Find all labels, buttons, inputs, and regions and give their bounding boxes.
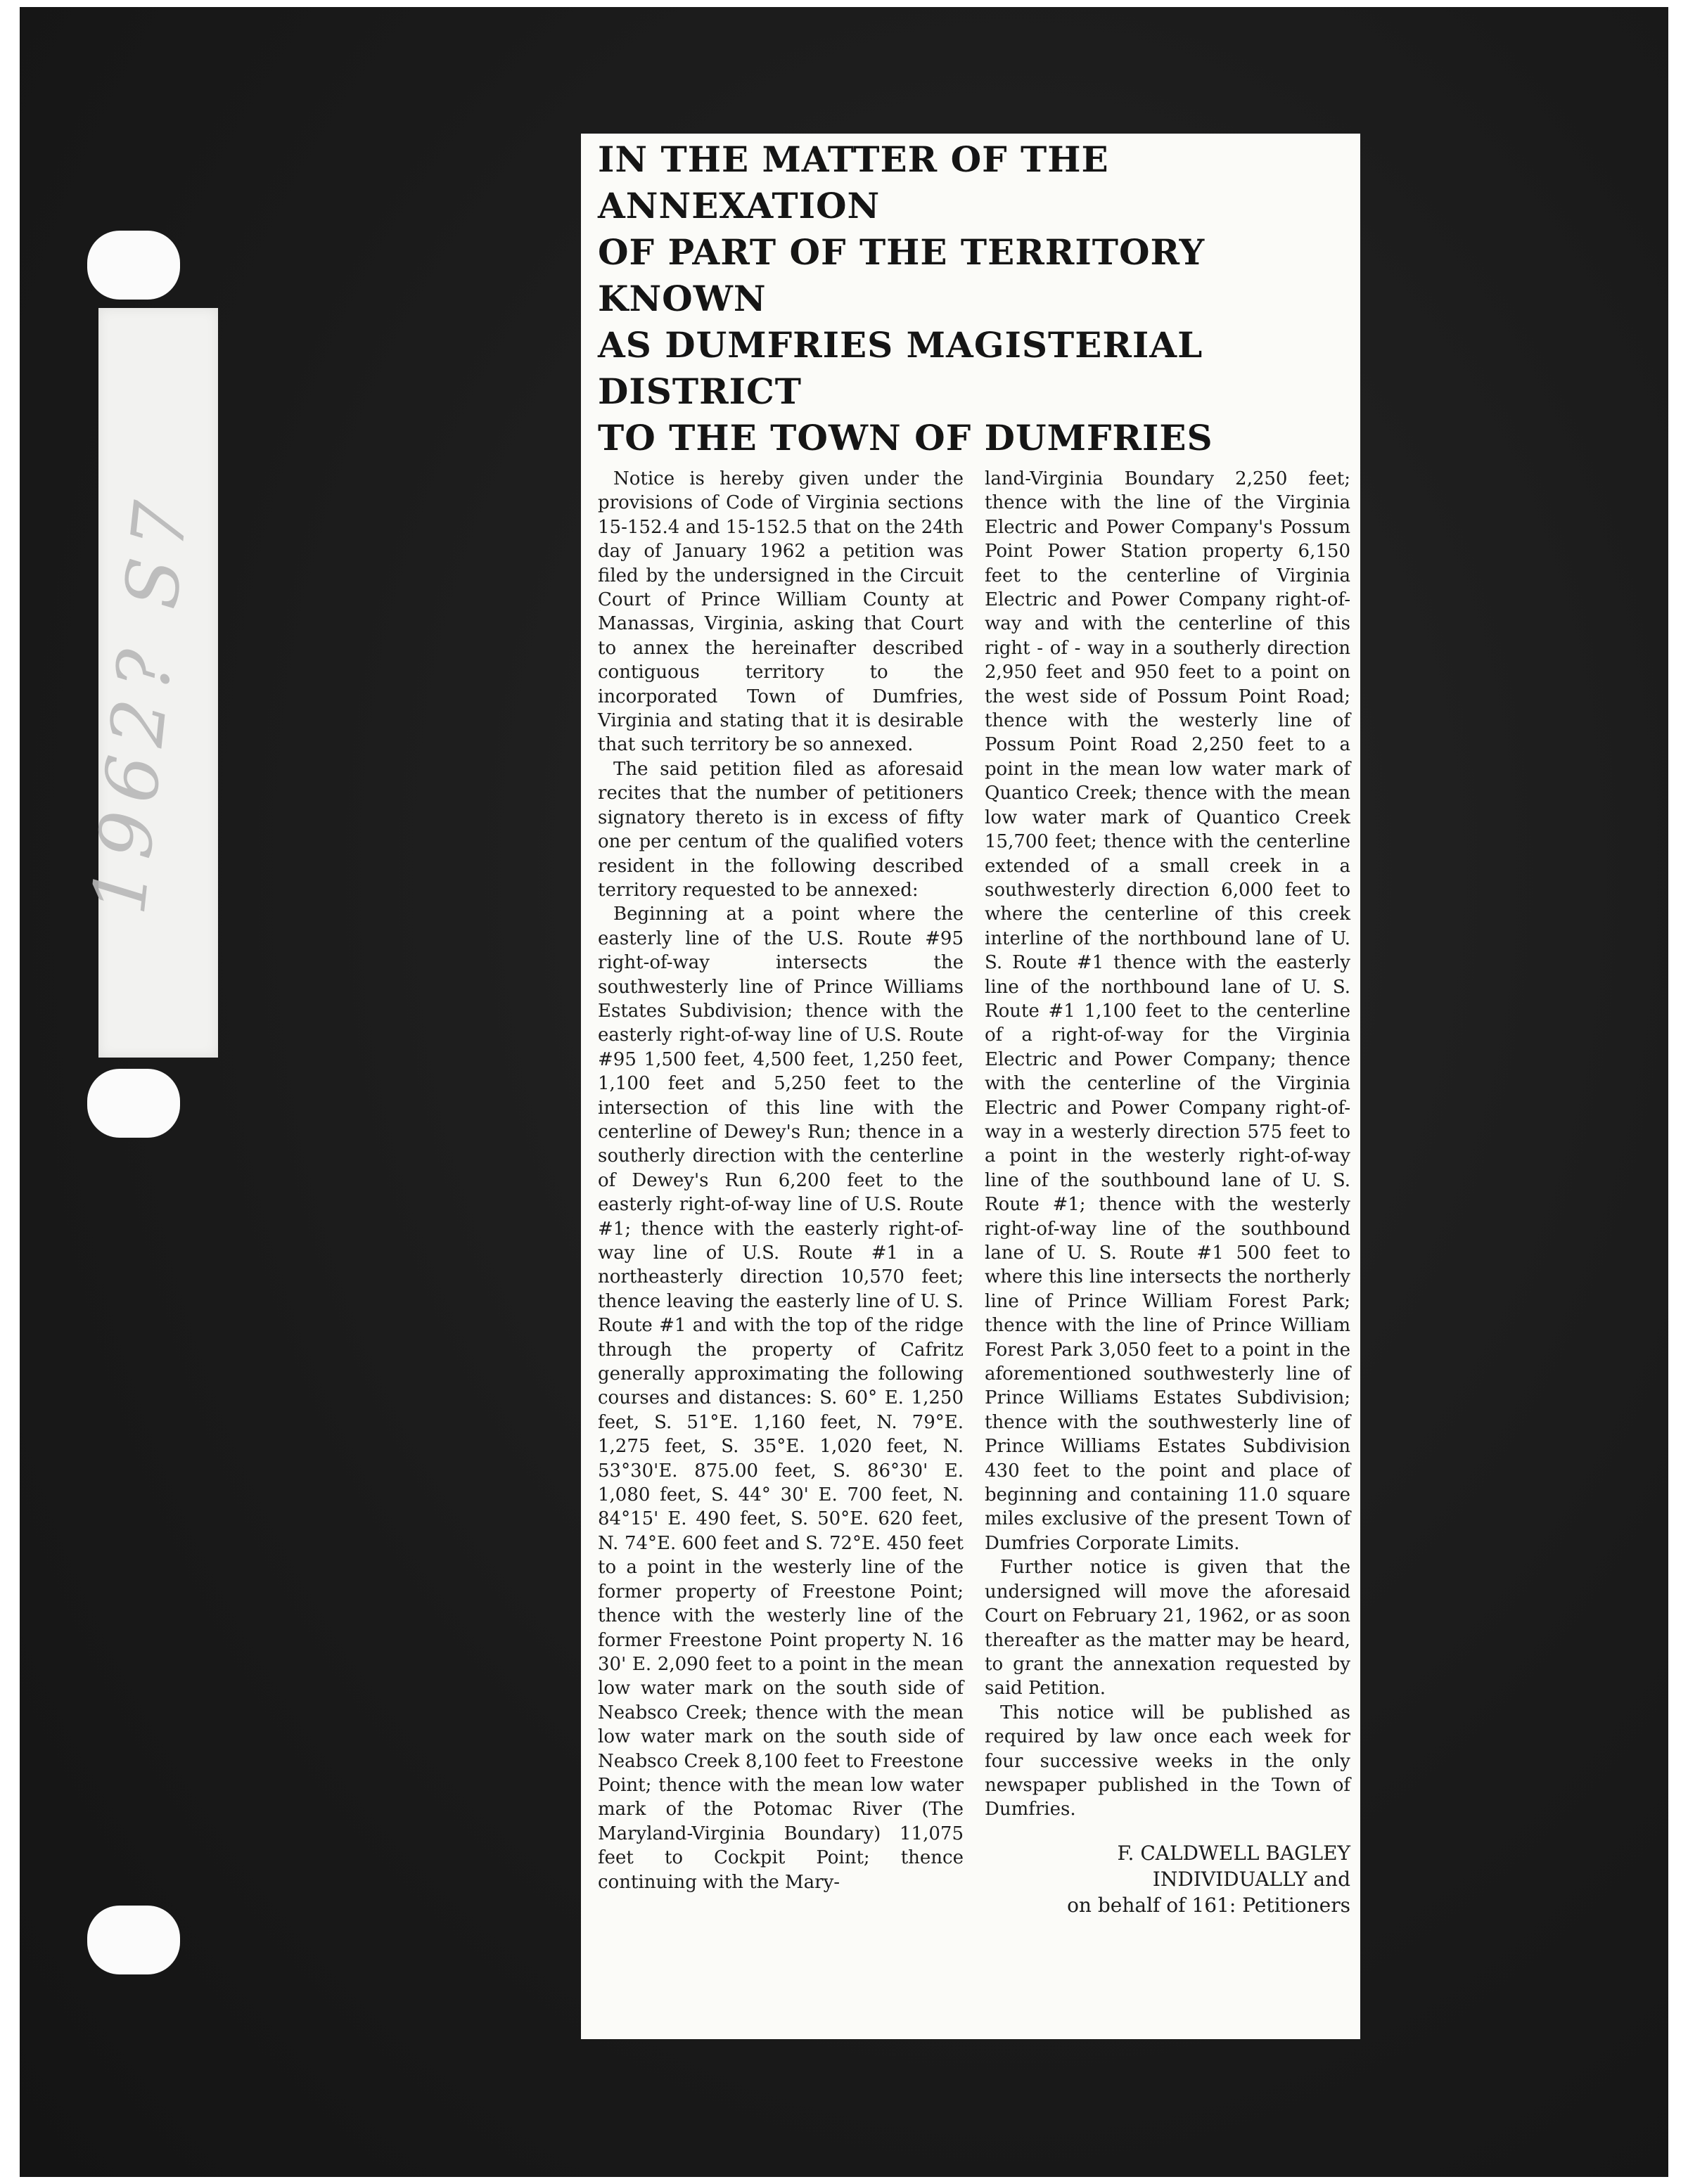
notice-headline: IN THE MATTER OF THE ANNEXATION OF PART OF THE TERRITORY KNOWN AS DUMFRIES MAGISTERIAL DISTRICT TO THE TOWN OF DUMFRIES — [598, 139, 1213, 458]
signatory-name: F. CALDWELL BAGLEY — [1117, 1841, 1350, 1865]
paragraph-boundary-continued: land-Virginia Boundary 2,250 feet; thence with the line of the Virginia Electric and Power Company's Possum Point Power Station property 6,150 feet to the centerline of Virginia Electric and Power Company right-of-way and with the centerline of this right - of - way in a southerly direction 2,950 feet and 950 feet to a point on the west side of Possum Point Road; thence with the westerly line of Possum Point Road 2,250 feet to a point in the mean low water mark of Quantico Creek; thence with the mean low water mark of Quantico Creek 15,700 feet; thence with the centerline extended of a small creek in a southwesterly direction 6,000 feet to where the centerline of this creek interline of the northbound lane of U. S. Route #1 thence with the easterly line of the northbound lane of U. S. Route #1 1,100 feet to the centerline of a right-of-way for the Virginia Electric and Power Company; thence with the centerline of the Virginia Electric and Power Company right-of-way in a westerly direction 575 feet to a point in the westerly right-of-way line of the southbound lane of U. S. Route #1; thence with the westerly right-of-way line of the southbound lane of U. S. Route #1 500 feet to where this line intersects the northerly line of Prince William Forest Park; thence with the line of Prince William Forest Park 3,050 feet to a point in the aforementioned southwesterly line of Prince Williams Estates Subdivision; thence with the southwesterly line of Prince Williams Estates Subdivision 430 feet to the point and place of beginning and containing 11.0 square miles exclusive of the present Town of Dumfries Corporate Limits. — [985, 468, 1350, 1554]
column-left — [598, 467, 964, 1918]
signature-block — [985, 1840, 1350, 1918]
paragraph-boundary-start: Beginning at a point where the easterly line of the U.S. Route #95 right-of-way intersects the southwesterly line of Prince Williams Estates Subdivision; thence with the easterly right-of-way line of U.S. Route #95 1,500 feet, 4,500 feet, 1,250 feet, 1,100 feet and 5,250 feet to the intersection of this line with the centerline of Dewey's Run; thence in a southerly direction with the centerline of Dewey's Run 6,200 feet to the easterly right-of-way line of U.S. Route #1; thence with the easterly right-of-way line of U.S. Route #1 in a northeasterly direction 10,570 feet; thence leaving the easterly line of U. S. Route #1 and with the top of the ridge through the property of Cafritz generally approximating the following courses and distances: S. 60° E. 1,250 feet, S. 51°E. 1,160 feet, N. 79°E. 1,275 feet, S. 35°E. 1,020 feet, N. 53°30'E. 875.00 feet, S. 86°30' E. 1,080 feet, S. 44° 30' E. 700 feet, N. 84°15' E. 490 feet, S. 50°E. 620 feet, N. 74°E. 600 feet and S. 72°E. 450 feet to a point in the westerly line of the former property of Freestone Point; thence with the westerly line of the former Freestone Point property N. 16 30' E. 2,090 feet to a point in the mean low water mark on the south side of Neabsco Creek; thence with the mean low water mark on the south side of Neabsco Creek 8,100 feet to Freestone Point; thence with the mean low water mark of the Potomac River (The Maryland-Virginia Boundary) 11,075 feet to Cockpit Point; thence continuing with the Mary- — [598, 904, 964, 1893]
handwritten-date-note: 1962? S7 — [75, 487, 206, 919]
binder-hole-bottom — [87, 1906, 180, 1974]
signatory-petitioners: on behalf of 161: Petitioners — [1067, 1893, 1350, 1917]
paragraph-further-notice: Further notice is given that the undersigned will move the aforesaid Court on February 21, 1962, or as soon thereafter as the matter may be heard, to grant the annexation requested by said Petition. — [985, 1557, 1350, 1700]
signatory-capacity: INDIVIDUALLY and — [1152, 1867, 1350, 1891]
binder-hole-middle — [87, 1069, 180, 1138]
paragraph-petition: The said petition filed as aforesaid recites that the number of petitioners signatory thereto is in excess of fifty one per centum of the qualified voters resident in the following described territory requested to be annexed: — [598, 758, 964, 901]
notice-body — [598, 467, 1350, 1918]
paragraph-notice: Notice is hereby given under the provisions of Code of Virginia sections 15-152.4 and 15-152.5 that on the 24th day of January 1962 a petition was filed by the undersigned in the Circuit Court of Prince William County at Manassas, Virginia, asking that Court to annex the hereinafter described contiguous territory to the incorporated Town of Dumfries, Virginia and stating that it is desirable that such territory be so annexed. — [598, 468, 964, 756]
binder-hole-top — [87, 231, 180, 300]
column-right — [985, 467, 1350, 1918]
newspaper-clipping — [581, 134, 1360, 2039]
paragraph-publication: This notice will be published as required by law once each week for four successive weeks in the only newspaper published in the Town of Dumfries. — [985, 1702, 1350, 1820]
